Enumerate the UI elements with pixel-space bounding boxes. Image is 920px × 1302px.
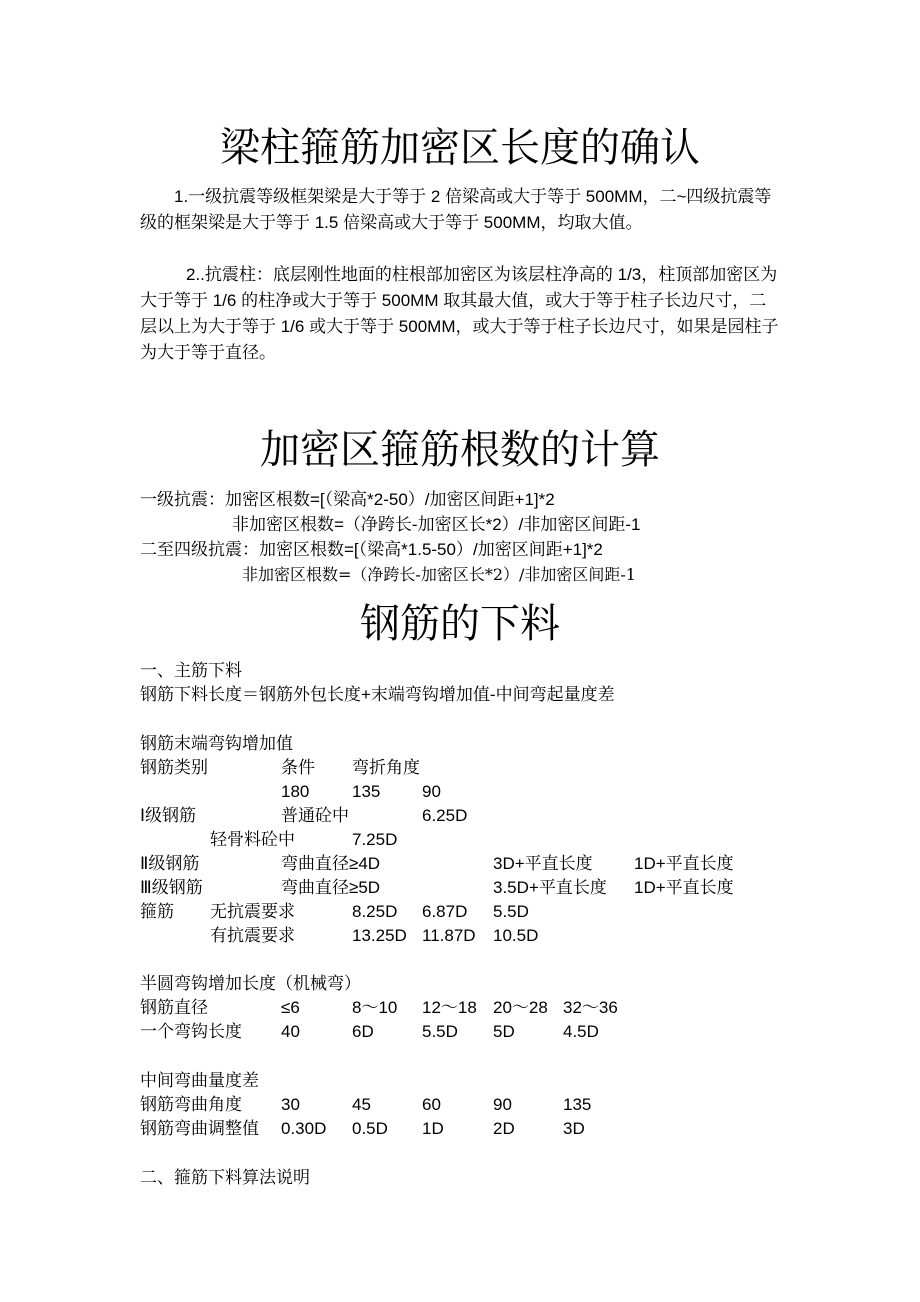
- section-title-densified-zone-length: 梁柱箍筋加密区长度的确认: [220, 125, 700, 171]
- formula-line: 非加密区根数=（净跨长-加密区长*2）/非加密区间距-1: [232, 515, 641, 534]
- table-cell: 6.87D: [422, 902, 468, 921]
- table-cell: Ⅱ级钢筋: [140, 854, 200, 873]
- table-cell: 1D: [422, 1119, 444, 1138]
- table-cell: 3.5D+平直长度: [493, 878, 607, 897]
- paragraph-column-rule: 2..抗震柱：底层刚性地面的柱根部加密区为该层柱净高的 1/3，柱顶部加密区为大于等于 1/6 的柱净或大于等于 500MM 取其最大值，或大于等于柱子长边尺寸，二层以上为大于等于 1/6 或大于等于 500MM，或大于等于柱子长边尺寸，如果是园柱子为大于等于直径。: [140, 265, 779, 362]
- table-cell: 普通砼中: [281, 806, 349, 825]
- table-cell: 无抗震要求: [210, 902, 295, 921]
- table-cell: 32～36: [563, 998, 618, 1017]
- table-cell: 60: [422, 1095, 441, 1114]
- table-cell: 0.30D: [281, 1119, 327, 1138]
- formula-line: 二至四级抗震：加密区根数=[（梁高*1.5-50）/加密区间距+1]*2: [140, 540, 603, 559]
- table-cell: 5.5D: [422, 1022, 458, 1041]
- table-cell: 钢筋类别: [140, 758, 208, 777]
- table-cell: 135: [352, 782, 381, 801]
- table-cell: 20～28: [493, 998, 548, 1017]
- table-cell: 8.25D: [352, 902, 398, 921]
- formula-text: 钢筋下料长度＝钢筋外包长度+末端弯钩增加值-中间弯起量度差: [140, 685, 615, 704]
- subsection-heading: 一、主筋下料: [140, 661, 242, 680]
- table-cell: 一个弯钩长度: [140, 1022, 242, 1041]
- formula-line: 一级抗震：加密区根数=[（梁高*2-50）/加密区间距+1]*2: [140, 490, 555, 509]
- table-title: 半圆弯钩增加长度（机械弯）: [140, 974, 361, 993]
- table-cell: 有抗震要求: [210, 926, 295, 945]
- table-cell: 1D+平直长度: [634, 854, 734, 873]
- table-cell: 11.87D: [422, 926, 476, 945]
- paragraph-beam-rule: 1.一级抗震等级框架梁是大于等于 2 倍梁高或大于等于 500MM，二~四级抗震等级的框架梁是大于等于 1.5 倍梁高或大于等于 500MM，均取大值。: [140, 187, 772, 232]
- table-cell: Ⅲ级钢筋: [140, 878, 203, 897]
- table-cell: 弯曲直径≥4D: [281, 854, 381, 873]
- table-cell: 弯曲直径≥5D: [281, 878, 381, 897]
- formula-line: 非加密区根数=（净跨长-加密区长*2）/非加密区间距-1: [242, 565, 636, 584]
- table-cell: 4.5D: [563, 1022, 599, 1041]
- table-cell: 12～18: [422, 998, 477, 1017]
- table-cell: 45: [352, 1095, 371, 1114]
- table-cell: 0.5D: [352, 1119, 388, 1138]
- table-cell: 8～10: [352, 998, 398, 1017]
- table-title: 中间弯曲量度差: [140, 1071, 259, 1090]
- table-cell: 6D: [352, 1022, 374, 1041]
- table-cell: 5.5D: [493, 902, 529, 921]
- table-cell: 3D: [563, 1119, 585, 1138]
- table-cell: 30: [281, 1095, 300, 1114]
- section-title-rebar-cutting: 钢筋的下料: [360, 601, 560, 647]
- table-cell: 钢筋弯曲调整值: [140, 1119, 259, 1138]
- table-cell: 6.25D: [422, 806, 468, 825]
- table-cell: 5D: [493, 1022, 515, 1041]
- table-cell: 弯折角度: [352, 758, 420, 777]
- table-cell: 180: [281, 782, 310, 801]
- table-cell: 90: [493, 1095, 512, 1114]
- table-cell: 钢筋弯曲角度: [140, 1095, 242, 1114]
- table-cell: 条件: [281, 758, 315, 777]
- subsection-heading: 二、箍筋下料算法说明: [140, 1168, 310, 1187]
- table-title: 钢筋末端弯钩增加值: [140, 734, 293, 753]
- table-cell: 轻骨料砼中: [210, 830, 295, 849]
- table-cell: 7.25D: [352, 830, 398, 849]
- section-title-stirrup-count: 加密区箍筋根数的计算: [260, 427, 660, 473]
- table-cell: 90: [422, 782, 441, 801]
- table-cell: 40: [281, 1022, 300, 1041]
- table-cell: 13.25D: [352, 926, 407, 945]
- table-cell: ≤6: [281, 998, 300, 1017]
- table-cell: Ⅰ级钢筋: [140, 806, 197, 825]
- table-cell: 钢筋直径: [140, 998, 208, 1017]
- table-cell: 135: [563, 1095, 592, 1114]
- table-cell: 10.5D: [493, 926, 539, 945]
- table-cell: 1D+平直长度: [634, 878, 734, 897]
- table-cell: 2D: [493, 1119, 515, 1138]
- table-cell: 箍筋: [140, 902, 174, 921]
- table-cell: 3D+平直长度: [493, 854, 593, 873]
